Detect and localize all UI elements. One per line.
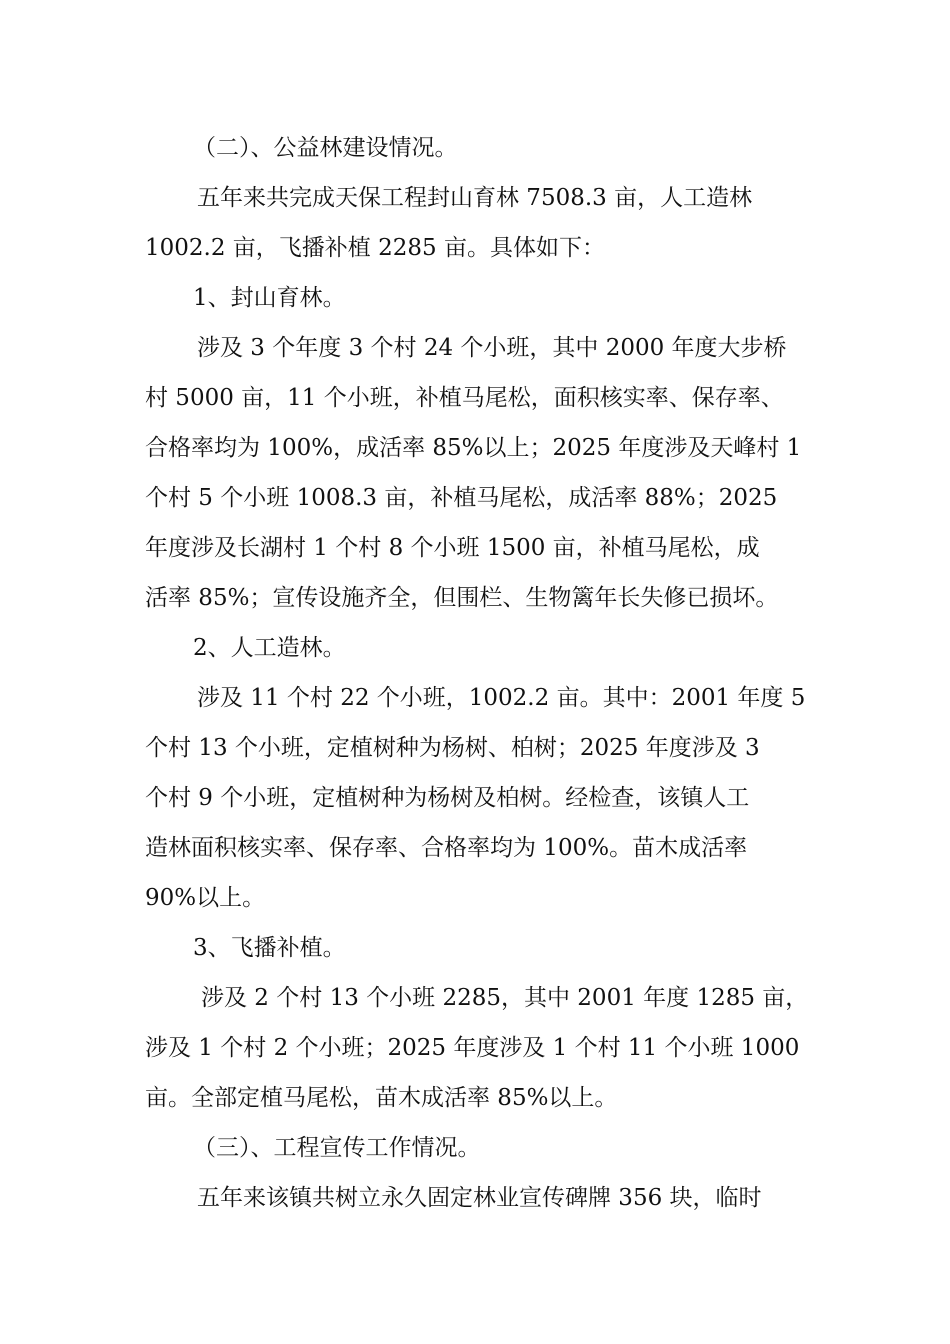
paragraph-line: 90%以上。 [145, 885, 266, 911]
paragraph-summary-line: 1002.2 亩，飞播补植 2285 亩。具体如下： [145, 235, 605, 261]
paragraph-line: 涉及 3 个年度 3 个村 24 个小班，其中 2000 年度大步桥 [197, 335, 787, 361]
paragraph-line: 五年来该镇共树立永久固定林业宣传碑牌 356 块，临时 [197, 1185, 762, 1211]
paragraph-line: 涉及 1 个村 2 个小班；2025 年度涉及 1 个村 11 个小班 1000 [145, 1035, 800, 1061]
paragraph-line: 亩。全部定植马尾松，苗木成活率 85%以上。 [145, 1085, 618, 1111]
section-heading-3: （三）、工程宣传工作情况。 [193, 1135, 481, 1161]
paragraph-line: 个村 13 个小班，定植树种为杨树、柏树；2025 年度涉及 3 [145, 735, 760, 761]
subheading-3: 3、飞播补植。 [193, 935, 346, 961]
paragraph-line: 村 5000 亩，11 个小班，补植马尾松，面积核实率、保存率、 [145, 385, 784, 411]
paragraph-line: 涉及 11 个村 22 个小班，1002.2 亩。其中：2001 年度 5 [197, 685, 806, 711]
section-heading-2: （二）、公益林建设情况。 [193, 135, 458, 161]
paragraph-line: 个村 9 个小班，定植树种为杨树及柏树。经检查，该镇人工 [145, 785, 750, 811]
paragraph-line: 活率 85%；宣传设施齐全，但围栏、生物篱年长失修已损坏。 [145, 585, 779, 611]
subheading-1: 1、封山育林。 [193, 285, 346, 311]
paragraph-line: 年度涉及长湖村 1 个村 8 个小班 1500 亩，补植马尾松，成 [145, 535, 760, 561]
paragraph-line: 合格率均为 100%，成活率 85%以上；2025 年度涉及天峰村 1 [145, 435, 802, 461]
paragraph-line: 造林面积核实率、保存率、合格率均为 100%。苗木成活率 [145, 835, 748, 861]
paragraph-line: 涉及 2 个村 13 个小班 2285，其中 2001 年度 1285 亩， [201, 985, 809, 1011]
paragraph-summary-line: 五年来共完成天保工程封山育林 7508.3 亩，人工造林 [197, 185, 753, 211]
subheading-2: 2、人工造林。 [193, 635, 346, 661]
paragraph-line: 个村 5 个小班 1008.3 亩，补植马尾松，成活率 88%；2025 [145, 485, 778, 511]
